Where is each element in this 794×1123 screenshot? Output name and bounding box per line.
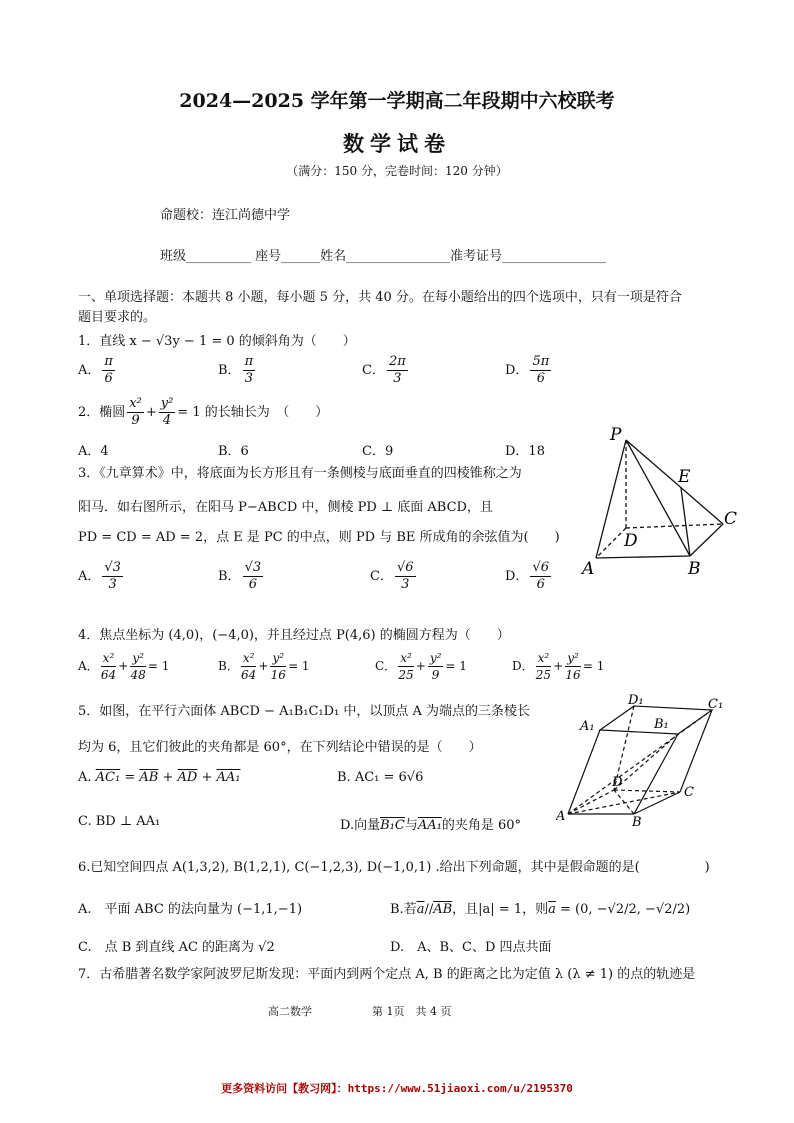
setter-school: 命题校：连江尚德中学 — [160, 208, 291, 223]
q5-parallelepiped-figure — [556, 692, 736, 832]
q5-line2: 均为 6，且它们彼此的夹角都是 60°，在下列结论中错误的是（ ） — [78, 740, 482, 755]
q1-option-d: D． $\frac{5\pi}{6}$ — [505, 354, 550, 386]
exam-title: 2024—2025 学年第一学期高二年段期中六校联考 — [179, 90, 615, 112]
section-intro-line1: 一、单项选择题：本题共 8 小题，每小题 5 分，共 40 分。在每小题给出的四个选项中，只有一项是符合 — [78, 290, 682, 305]
exam-info: （满分：150 分，完卷时间：120 分钟） — [286, 164, 508, 178]
fig3-label-e: E — [678, 467, 691, 487]
q6-stem: 6.已知空间四点 A(1,3,2), B(1,2,1), C(−1,2,3), D(−1,0,1) .给出下列命题，其中是假命题的是( ) — [78, 860, 710, 875]
fig5-label-b1: B₁ — [654, 717, 669, 732]
q5-option-b: B. AC₁ = 6√6 — [337, 770, 424, 785]
q4-option-c: C． $\frac{\text{x²}}{25}$ + $\frac{\text{y²}}{9}$ = 1 — [375, 651, 467, 682]
footer-resource-link[interactable]: 更多资料访问【教习网】：https://www.51jiaoxi.com/u/2195370 — [221, 1082, 573, 1095]
q3-line3: PD = CD = AD = 2，点 E 是 PC 的中点，则 PD 与 BE 所成角的余弦值为( ) — [78, 530, 560, 545]
q1-option-a: A． $\frac{\pi}{6}$ — [78, 354, 113, 386]
fig3-label-p: P — [610, 425, 622, 445]
q6-option-a: A. 平面 ABC 的法向量为 (−1,1,−1) — [78, 902, 303, 917]
fig3-label-a: A — [582, 559, 595, 579]
q6-option-d: D. A、B、C、D 四点共面 — [390, 940, 552, 955]
fig5-label-a1: A₁ — [580, 719, 595, 734]
q6-option-b: B.若$\overline{a}//\overline{AB}$，且|a| = 1，则$\overline{a} = (0$, −√2/2, −√2/2) — [390, 902, 691, 917]
q3-pyramid-figure — [578, 420, 748, 580]
q2-stem: 2．椭圆 $\frac{\text{x²}}{9}$ + $\frac{\text{y²}}{4}$ = 1 的长轴长为 （ ） — [78, 396, 329, 428]
q4-option-d: D． $\frac{\text{x²}}{25}$ + $\frac{\text{y²}}{16}$ = 1 — [512, 651, 605, 682]
q4-option-a: A． $\frac{\text{x²}}{64}$ + $\frac{\text{y²}}{48}$ = 1 — [78, 651, 170, 682]
q2-option-a: A．4 — [78, 444, 109, 459]
q4-stem: 4．焦点坐标为 (4,0)，(−4,0)，并且经过点 P(4,6) 的椭圆方程为（ ） — [78, 628, 510, 643]
q1-option-b: B． $\frac{\pi}{3}$ — [218, 354, 254, 386]
student-fields: 班级__________ 座号______姓名________________准考证号________________ — [160, 249, 607, 264]
fig5-label-d: D — [612, 775, 623, 790]
q3-option-d: D． $\frac{√6}{6}$ — [505, 560, 549, 592]
fig3-label-d: D — [624, 531, 638, 551]
q2-option-c: C．9 — [362, 444, 394, 459]
q5-line1: 5．如图，在平行六面体 ABCD − A₁B₁C₁D₁ 中，以顶点 A 为端点的三条棱长 — [78, 704, 531, 719]
q3-line1: 3．《九章算术》中，将底面为长方形且有一条侧棱与底面垂直的四棱锥称之为 — [78, 466, 522, 481]
fig3-label-b: B — [688, 559, 701, 579]
fig5-label-a: A — [556, 809, 566, 824]
q2-option-d: D．18 — [505, 444, 545, 459]
q3-option-c: C． $\frac{√6}{3}$ — [370, 560, 414, 592]
q3-option-b: B． $\frac{√3}{6}$ — [218, 560, 262, 592]
footer-page: 第 1页 共 4 页 — [372, 1005, 452, 1018]
q6-option-c: C. 点 B 到直线 AC 的距离为 √2 — [78, 940, 275, 955]
fig5-label-c1: C₁ — [708, 697, 724, 712]
footer-subject: 高二数学 — [268, 1005, 312, 1018]
q5-option-d: D.向量B₁C与AA₁的夹角是 60° — [340, 818, 522, 833]
q5-option-a: A. $AC_1 = \overline{AB} + \overline{AD} + AA_1$ — [78, 770, 241, 785]
fig5-label-d1: D₁ — [628, 693, 644, 708]
fig3-label-c: C — [724, 509, 738, 529]
q5-option-c: C. BD ⊥ AA₁ — [78, 814, 161, 829]
q1-option-c: C． $\frac{2\pi}{3}$ — [362, 354, 406, 386]
q4-option-b: B． $\frac{\text{x²}}{64}$ + $\frac{\text{y²}}{16}$ = 1 — [218, 651, 310, 682]
fig5-label-c: C — [684, 785, 694, 800]
q1-stem: 1．直线 x − √3y − 1 = 0 的倾斜角为（ ） — [78, 334, 356, 349]
q3-option-a: A． $\frac{√3}{3}$ — [78, 560, 121, 592]
exam-subtitle: 数学试卷 — [343, 131, 451, 156]
fig5-label-b: B — [632, 815, 642, 830]
q7-line1: 7．古希腊著名数学家阿波罗尼斯发现：平面内到两个定点 A, B 的距离之比为定值 λ (λ ≠ 1) 的点的轨迹是 — [78, 967, 696, 982]
q2-option-b: B．6 — [218, 444, 249, 459]
section-intro-line2: 题目要求的。 — [78, 310, 157, 325]
q3-line2: 阳马．如右图所示，在阳马 P−ABCD 中，侧棱 PD ⊥ 底面 ABCD，且 — [78, 500, 493, 515]
